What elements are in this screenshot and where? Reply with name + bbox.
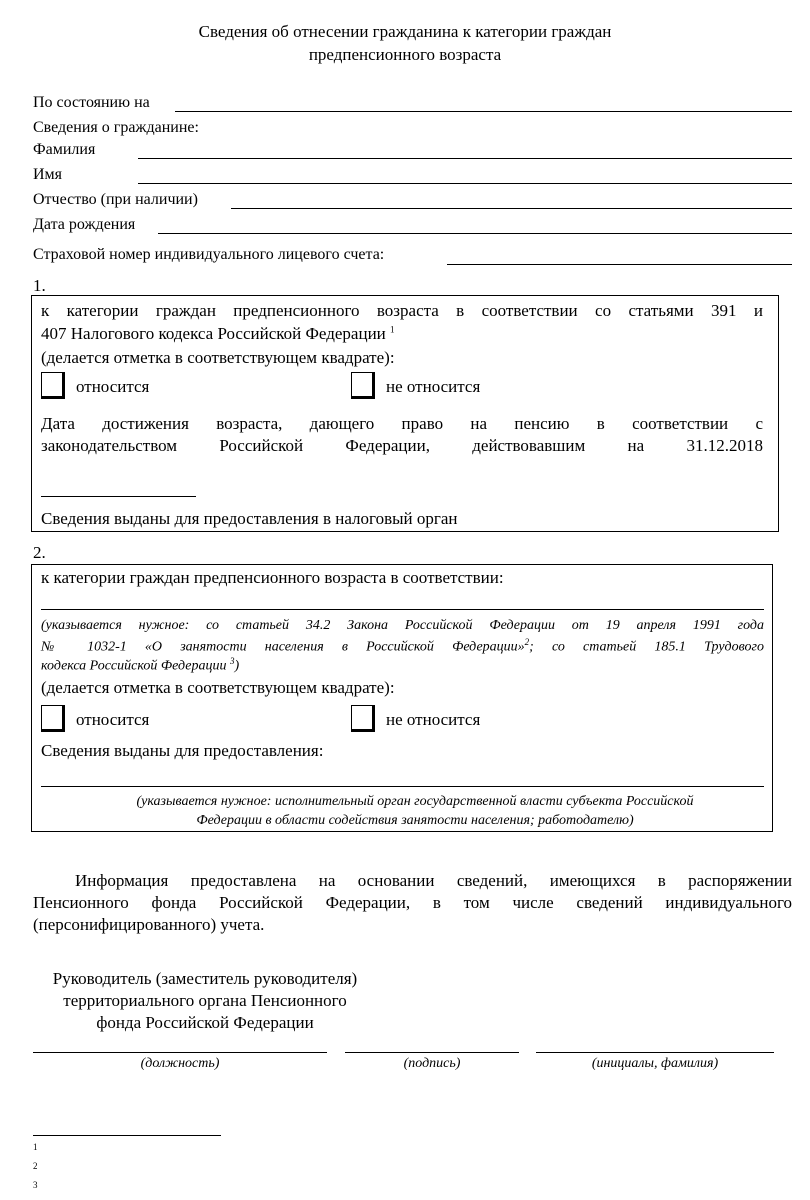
surname-label: Фамилия (33, 141, 96, 158)
section-2-yes-checkbox[interactable] (41, 705, 65, 732)
section-2-yes-label: относится (76, 710, 150, 729)
position-caption: (должность) (140, 1056, 220, 1071)
patronymic-field[interactable] (231, 208, 792, 209)
birth-date-label: Дата рождения (33, 216, 136, 233)
footnote-1: 1 (33, 1142, 38, 1152)
name-label: Имя (33, 166, 63, 183)
section-1-line-1: к категории граждан предпенсионного возраста в соответствии со статьями 391 и (41, 301, 763, 320)
footnote-ref-3: 3 (229, 656, 235, 666)
title-line-2: предпенсионного возраста (308, 45, 502, 64)
section-2-recipient-field[interactable] (41, 786, 764, 787)
section-1-line-2 (41, 324, 395, 344)
surname-field[interactable] (138, 158, 792, 159)
section-2-basis-field[interactable] (41, 609, 764, 610)
section-1-number: 1. (33, 276, 46, 295)
section-2-line-1: к категории граждан предпенсионного возраста в соответствии: (41, 568, 504, 587)
as-of-label: По состоянию на (33, 94, 150, 111)
footnote-ref-2: 2 (524, 637, 530, 647)
section-2-no-checkbox[interactable] (351, 705, 375, 732)
section-1-yes-label: относится (76, 377, 150, 396)
initials-field[interactable] (536, 1052, 774, 1053)
section-2-hint-line-2 (41, 637, 764, 656)
section-1-date-line-2: законодательством Российской Федерации, действовавшим на 31.12.2018 (41, 436, 763, 455)
citizen-info-label: Сведения о гражданине: (33, 119, 199, 136)
section-1-date-line-1: Дата достижения возраста, дающего право на пенсию в соответствии с (41, 414, 763, 433)
section-1-no-label: не относится (386, 377, 481, 396)
footnote-ref-1: 1 (390, 324, 395, 335)
section-2-issued-hint (41, 792, 764, 830)
signatory-line-3: фонда Российской Федерации (96, 1013, 314, 1032)
name-field[interactable] (138, 183, 792, 184)
signatory-line-1: Руководитель (заместитель руководителя) (52, 969, 358, 988)
section-1-yes-checkbox[interactable] (41, 372, 65, 399)
section-2-hint-line-3 (41, 656, 239, 675)
section-2-issued-for: Сведения выданы для предоставления: (41, 741, 324, 760)
position-field[interactable] (33, 1052, 327, 1053)
title-line-1: Сведения об отнесении гражданина к категории граждан (198, 22, 612, 41)
section-2-number: 2. (33, 543, 46, 562)
section-1-mark-note: (делается отметка в соответствующем квадрате): (41, 348, 395, 367)
info-line-1: Информация предоставлена на основании сведений, имеющихся в распоряжении (75, 871, 792, 890)
section-1-no-checkbox[interactable] (351, 372, 375, 399)
section-2-hint-line-2a: № 1032-1 «О занятости населения в Российской Федерации» (41, 639, 525, 655)
patronymic-label: Отчество (при наличии) (33, 191, 198, 208)
section-2-hint-line-3b: ) (234, 658, 240, 674)
signature-caption: (подпись) (403, 1056, 461, 1071)
section-2-hint-line-1: (указывается нужное: со статьей 34.2 Закона Российской Федерации от 19 апреля 1991 года (41, 618, 764, 633)
signatory-block (0, 968, 410, 1034)
as-of-field[interactable] (175, 111, 792, 112)
section-1-date-field[interactable] (41, 496, 196, 497)
footnote-separator (33, 1135, 221, 1136)
section-2-issued-hint-line-2: Федерации в области содействия занятости населения; работодателю) (196, 813, 634, 828)
section-2-no-label: не относится (386, 710, 481, 729)
section-1-line-2-text: 407 Налогового кодекса Российской Федерации (41, 324, 386, 343)
footnote-3: 3 (33, 1180, 38, 1190)
birth-date-field[interactable] (158, 233, 792, 234)
page-title (0, 20, 810, 66)
footnote-2: 2 (33, 1161, 38, 1171)
info-line-3: (персонифицированного) учета. (33, 915, 265, 934)
signatory-line-2: территориального органа Пенсионного (63, 991, 347, 1010)
signature-field[interactable] (345, 1052, 519, 1053)
section-2-mark-note: (делается отметка в соответствующем квадрате): (41, 678, 395, 697)
info-line-2: Пенсионного фонда Российской Федерации, в том числе сведений индивидуального (33, 893, 792, 912)
section-1-issued-for: Сведения выданы для предоставления в налоговый орган (41, 509, 458, 528)
section-2-issued-hint-line-1: (указывается нужное: исполнительный орган государственной власти субъекта Российской (136, 794, 694, 809)
section-2-hint-line-3a: кодекса Российской Федерации (41, 658, 227, 674)
snils-label: Страховой номер индивидуального лицевого счета: (33, 246, 385, 263)
section-2-hint-line-2b: ; со статьей 185.1 Трудового (529, 639, 764, 655)
snils-field[interactable] (447, 264, 792, 265)
initials-caption: (инициалы, фамилия) (591, 1056, 719, 1071)
